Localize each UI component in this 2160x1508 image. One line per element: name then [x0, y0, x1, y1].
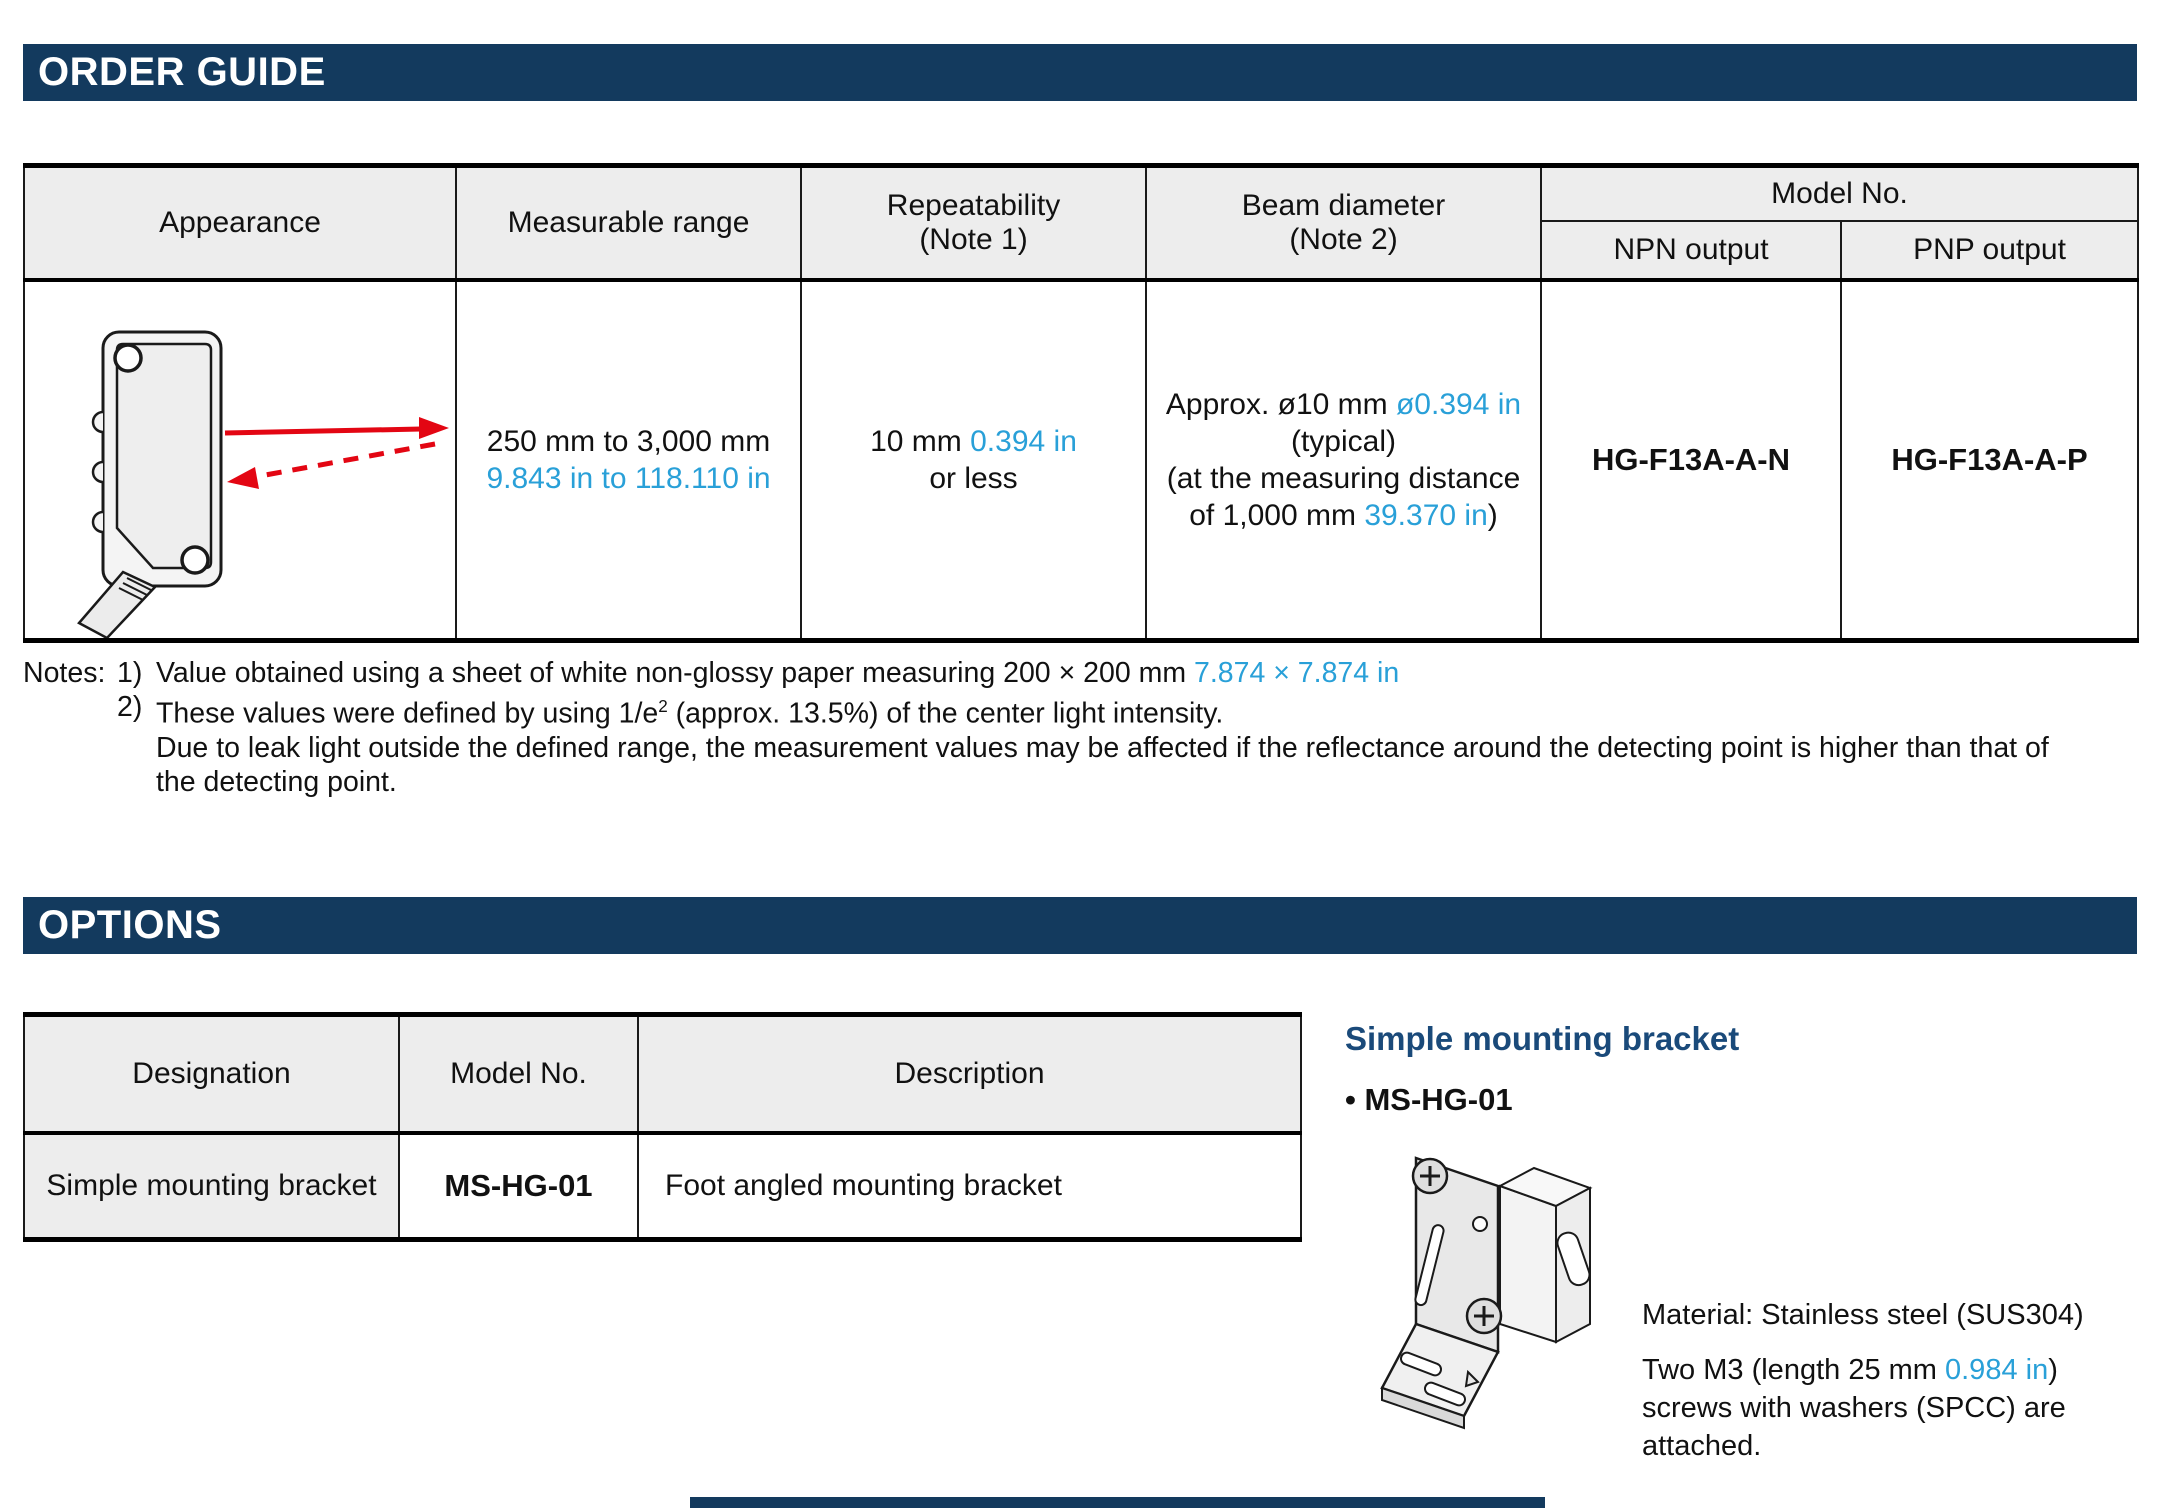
sensor-body: [79, 332, 221, 638]
options-table: [23, 1012, 1302, 1242]
mounting-hole-bottom: [182, 547, 208, 573]
pnp-model-cell: HG-F13A-A-P: [1841, 280, 2138, 641]
laser-sensor-illustration: [31, 282, 459, 638]
bracket-model-bullet: • MS-HG-01: [1345, 1082, 1513, 1117]
mounting-hole-top: [115, 345, 141, 371]
measurable-range-cell: 250 mm to 3,000 mm 9.843 in to 118.110 in: [456, 280, 801, 641]
header-npn-output: NPN output: [1541, 221, 1841, 280]
options-title: OPTIONS: [38, 903, 222, 947]
screw-top: [1413, 1159, 1447, 1193]
note-1: 1) Value obtained using a sheet of white non-glossy paper measuring 200 × 200 mm 7.874 × 7.874 in: [117, 657, 1400, 689]
designation-cell: Simple mounting bracket: [24, 1133, 399, 1240]
note-2-continued: Due to leak light outside the defined range, the measurement values may be affected if the reflectance around the detecting point is higher than that of: [156, 731, 2049, 764]
repeatability-cell: 10 mm 0.394 in or less: [801, 280, 1146, 641]
header-designation: Designation: [24, 1015, 399, 1133]
order-guide-section-header: [23, 44, 2137, 101]
bracket-text-block: [1642, 1296, 2112, 1465]
options-section-header: [23, 897, 2137, 954]
bracket-heading: Simple mounting bracket: [1345, 1020, 1740, 1057]
description-cell: Foot angled mounting bracket: [638, 1133, 1301, 1240]
mounting-bracket-illustration: [1372, 1124, 1612, 1454]
header-model-no: Model No.: [1541, 166, 2138, 221]
bracket-screws-note: Two M3 (length 25 mm 0.984 in) screws with washers (SPCC) are attached.: [1642, 1354, 2066, 1462]
option-model-cell: MS-HG-01: [399, 1133, 638, 1240]
notes-label: Notes:: [23, 657, 106, 689]
header-pnp-output: PNP output: [1841, 221, 2138, 280]
beam-diameter-cell: Approx. ø10 mm ø0.394 in (typical) (at the measuring distance of 1,000 mm 39.370 in): [1146, 280, 1541, 641]
note-2-end: the detecting point.: [156, 765, 397, 798]
page-footer-bar: [690, 1497, 1545, 1508]
sensor-on-bracket: [1500, 1168, 1592, 1342]
appearance-cell: [24, 280, 456, 641]
header-option-model-no: Model No.: [399, 1015, 638, 1133]
header-beam-diameter: Beam diameter (Note 2): [1146, 166, 1541, 280]
header-repeatability: Repeatability (Note 1): [801, 166, 1146, 280]
notes-block: [23, 656, 2138, 799]
header-description: Description: [638, 1015, 1301, 1133]
options-row: [24, 1133, 1301, 1240]
note-2: 2) These values were defined by using $1/e^2$ (approx. 13.5%) of the center light intensity.: [117, 691, 1224, 730]
order-guide-table: [23, 163, 2139, 643]
bracket-plate: [1413, 1158, 1501, 1352]
order-guide-title: ORDER GUIDE: [38, 50, 326, 94]
header-measurable-range: Measurable range: [456, 166, 801, 280]
plate-hole: [1473, 1217, 1487, 1231]
emitted-beam-arrow: [225, 417, 449, 439]
reflected-beam-dashed-arrow: [227, 444, 435, 489]
header-appearance: Appearance: [24, 166, 456, 280]
order-guide-row: [24, 280, 2138, 641]
screw-bottom: [1467, 1299, 1501, 1333]
cable: [79, 572, 155, 638]
npn-model-cell: HG-F13A-A-N: [1541, 280, 1841, 641]
bracket-material: Material: Stainless steel (SUS304): [1642, 1299, 2084, 1331]
